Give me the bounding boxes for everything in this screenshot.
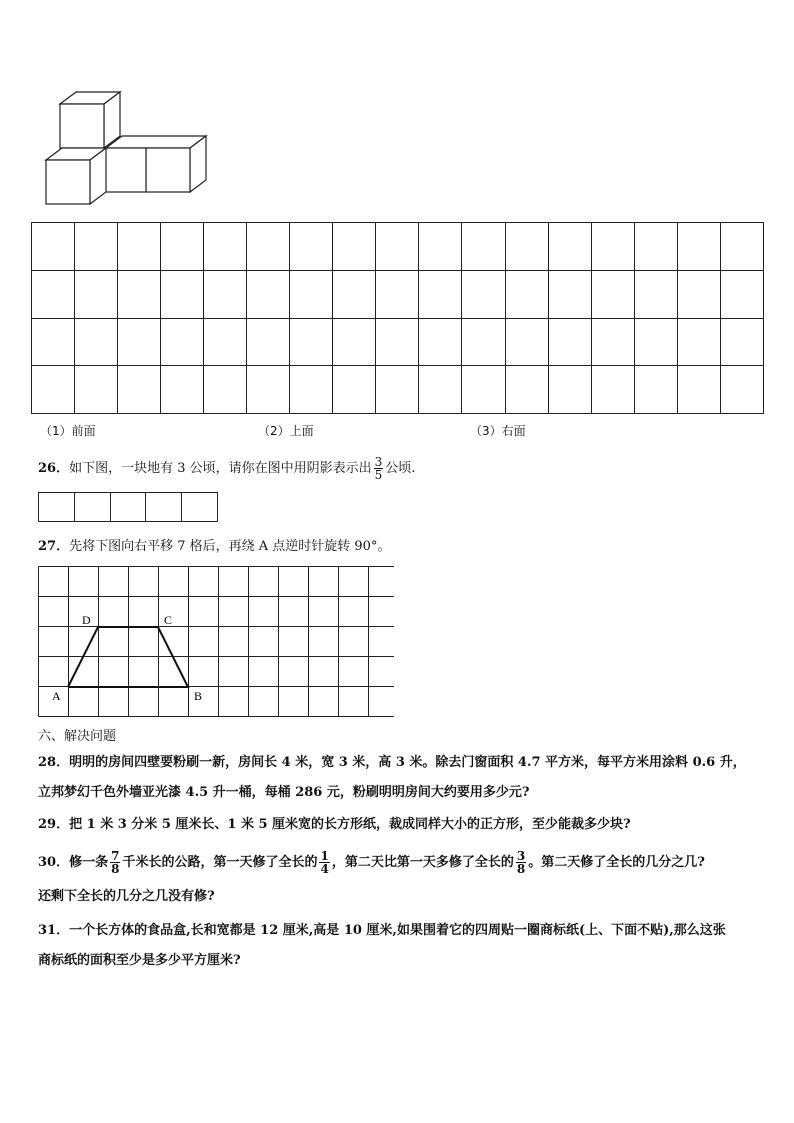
grid-cell — [419, 366, 462, 414]
question-text: 如下图，一块地有 3 公顷，请你在图中用阴影表示出 — [69, 461, 372, 476]
grid-cell — [634, 366, 677, 414]
question-number: 30． — [38, 855, 70, 870]
grid-cell — [247, 270, 290, 318]
grid-cell — [548, 366, 591, 414]
fraction-7-8: $\frac{7}{8}$ — [111, 849, 120, 876]
grid-row — [32, 366, 764, 414]
grid-cell — [462, 270, 505, 318]
question-29 — [38, 816, 631, 834]
question-26 — [38, 456, 415, 481]
question-30-line1 — [38, 850, 705, 875]
question-28-line1 — [38, 754, 746, 772]
grid-cell — [419, 318, 462, 366]
question-31-line2: 商标纸的面积至少是多少平方厘米? — [38, 953, 241, 968]
grid-cell — [677, 366, 720, 414]
grid-cell — [677, 223, 720, 271]
grid-cell — [376, 270, 419, 318]
label-top-view: （2）上面 — [258, 424, 314, 438]
grid-cell — [247, 223, 290, 271]
point-label-D: D — [82, 613, 91, 627]
grid-cell — [419, 270, 462, 318]
grid-cell — [591, 366, 634, 414]
question-28-line2: 立邦梦幻千色外墙亚光漆 4.5 升一桶，每桶 286 元，粉刷明明房间大约要用多少元? — [38, 785, 530, 800]
grid-cell — [505, 366, 548, 414]
grid-cell — [32, 270, 75, 318]
trapezoid-grid-figure — [38, 566, 394, 718]
question-text: 明明的房间四壁要粉刷一新，房间长 4 米，宽 3 米，高 3 米。除去门窗面积 4.7 平方米，每平方米用涂料 0.6 升， — [69, 755, 746, 770]
question-number: 28． — [38, 755, 70, 770]
question-text-end: 公顷. — [385, 461, 416, 476]
fraction: $\frac{3}{5}$ — [374, 455, 383, 482]
grid-cell — [290, 270, 333, 318]
grid-cell — [161, 223, 204, 271]
grid-cell — [161, 270, 204, 318]
question-number: 29． — [38, 817, 70, 832]
grid-cell — [419, 223, 462, 271]
grid-cell — [376, 366, 419, 414]
grid-cell — [677, 270, 720, 318]
grid-cell — [204, 318, 247, 366]
grid-cell — [247, 318, 290, 366]
grid-cell — [720, 366, 763, 414]
question-27 — [38, 538, 390, 556]
question-31-line1 — [38, 922, 726, 940]
grid-cell — [290, 366, 333, 414]
section-title: 六、解决问题 — [38, 729, 117, 744]
grid-cell — [290, 318, 333, 366]
label-right-view: （3）右面 — [470, 424, 526, 438]
grid-cell — [118, 318, 161, 366]
grid-cell — [161, 318, 204, 366]
question-text: 先将下图向右平移 7 格后，再绕 A 点逆时针旋转 90°。 — [69, 539, 391, 554]
grid-cell — [462, 366, 505, 414]
point-label-C: C — [164, 613, 173, 627]
grid-cell — [333, 223, 376, 271]
grid-cell — [376, 223, 419, 271]
grid-cell — [548, 223, 591, 271]
grid-cell — [505, 223, 548, 271]
question-30-line2: 还剩下全长的几分之几没有修? — [38, 889, 215, 904]
grid-cell — [75, 270, 118, 318]
grid-cell — [161, 366, 204, 414]
fraction-1-4: $\frac{1}{4}$ — [320, 849, 329, 876]
grid-cell — [462, 318, 505, 366]
text-part: 。第二天修了全长的几分之几? — [528, 855, 705, 870]
grid-row — [32, 270, 764, 318]
grid-cell — [290, 223, 333, 271]
grid-cell — [333, 318, 376, 366]
label-front-view: （1）前面 — [40, 424, 96, 438]
grid-cell — [75, 366, 118, 414]
point-label-A: A — [52, 689, 61, 703]
grid-row — [32, 318, 764, 366]
land-strip — [38, 492, 218, 522]
grid-cell — [720, 318, 763, 366]
grid-cell — [462, 223, 505, 271]
grid-cell — [333, 270, 376, 318]
grid-cell — [204, 366, 247, 414]
fraction-3-8: $\frac{3}{8}$ — [516, 849, 526, 876]
grid-cell — [32, 366, 75, 414]
grid-cell — [591, 270, 634, 318]
grid-cell — [204, 270, 247, 318]
cube-figure — [40, 88, 210, 208]
question-text: 把 1 米 3 分米 5 厘米长、1 米 5 厘米宽的长方形纸，裁成同样大小的正方形，至少能裁多少块? — [69, 817, 631, 832]
question-number: 26． — [38, 461, 70, 476]
grid-cell — [333, 366, 376, 414]
question-number: 27． — [38, 539, 70, 554]
grid-cell — [247, 366, 290, 414]
grid-cell — [677, 318, 720, 366]
grid-cell — [118, 366, 161, 414]
grid-cell — [118, 270, 161, 318]
grid-cell — [548, 270, 591, 318]
grid-cell — [720, 223, 763, 271]
question-text: 一个长方体的食品盒,长和宽都是 12 厘米,高是 10 厘米,如果围着它的四周贴一圈商标纸(上、下面不贴),那么这张 — [69, 923, 726, 938]
grid-row — [32, 223, 764, 271]
grid-cell — [720, 270, 763, 318]
grid-cell — [505, 270, 548, 318]
view-drawing-grid — [31, 222, 764, 414]
grid-cell — [118, 223, 161, 271]
grid-cell — [204, 223, 247, 271]
text-part: 修一条 — [69, 855, 109, 870]
text-part: ，第二天比第一天多修了全长的 — [331, 855, 514, 870]
grid-cell — [376, 318, 419, 366]
grid-cell — [634, 318, 677, 366]
grid-cell — [32, 223, 75, 271]
grid-cell — [591, 318, 634, 366]
grid-cell — [75, 223, 118, 271]
grid-cell — [548, 318, 591, 366]
grid-cell — [32, 318, 75, 366]
grid-cell — [75, 318, 118, 366]
grid-cell — [505, 318, 548, 366]
question-number: 31． — [38, 923, 70, 938]
grid-cell — [634, 270, 677, 318]
grid-cell — [591, 223, 634, 271]
text-part: 千米长的公路，第一天修了全长的 — [122, 855, 318, 870]
grid-cell — [634, 223, 677, 271]
point-label-B: B — [194, 689, 203, 703]
